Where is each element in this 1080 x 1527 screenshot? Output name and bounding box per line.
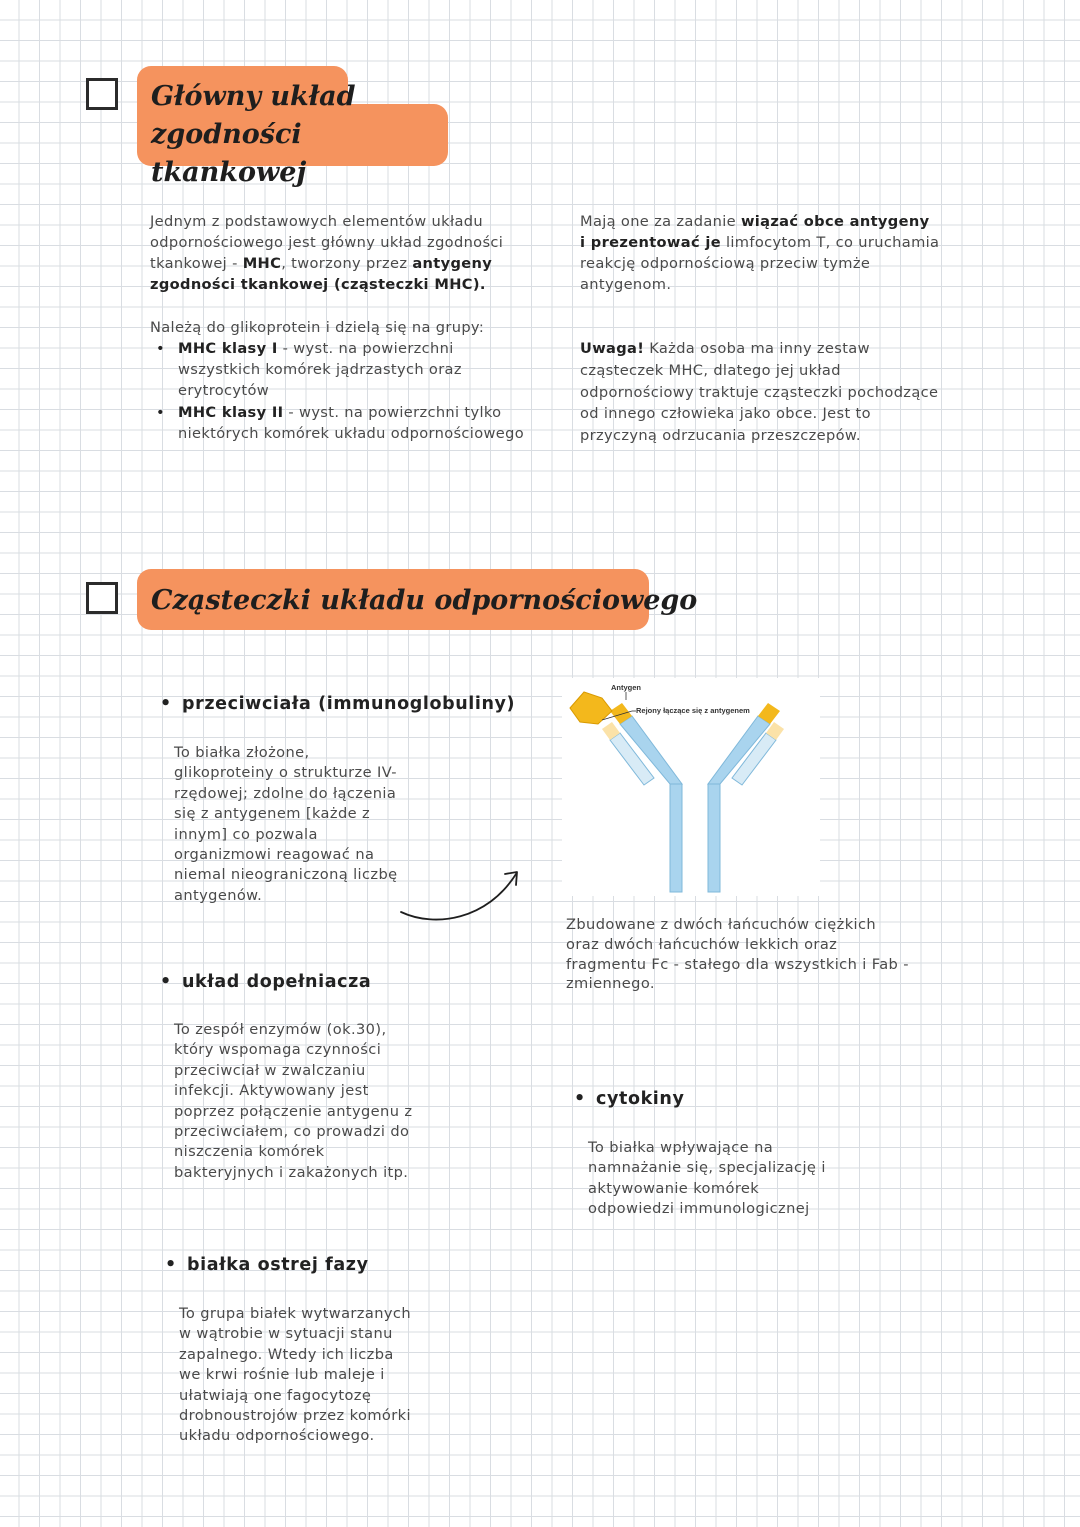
section1-left-column [150,211,530,444]
section1-title-line1: Główny układ [151,81,356,112]
mhc-classes-list [150,338,530,444]
acute-phase-description: To grupa białek wytwarzanych w wątrobie w sytuacji stanu zapalnego. Wtedy ich liczba we krwi rośnie lub maleje i ułatwiają one fagocytozę drobnoustrojów przez komórki układu odpornościowego. [179,1305,411,1445]
cytokines-description: To białka wpływające na namnażanie się, specjalizację i aktywowanie komórek odpowiedzi immunologicznej [588,1139,826,1218]
antigen-label: Antygen [611,683,641,692]
mhc-function-paragraph: Mają one za zadanie wiązać obce antygeny i prezentować je limfocytom T, co uruchamia reakcję odpornościową przeciw tymże antygenom. [580,213,940,293]
section1-right-column [580,211,940,447]
section2-title-tab [137,569,698,630]
acute-phase-heading: • białka ostrej fazy [165,1255,369,1275]
antibodies-heading: • przeciwciała (immunoglobuliny) [160,694,516,714]
mhc-intro-paragraph: Jednym z podstawowych elementów układu odpornościowego jest główny układ zgodności tkankowej - MHC, tworzony przez antygeny zgodności tkankowej (cząsteczki MHC). [150,213,504,293]
antibody-structure-caption: Zbudowane z dwóch łańcuchów ciężkich oraz dwóch łańcuchów lekkich oraz fragmentu Fc - stałego dla wszystkich i Fab - zmiennego. [566,916,909,993]
cytokines-heading: • cytokiny [574,1089,685,1109]
list-item: • MHC klasy I - wyst. na powierzchni wszystkich komórek jądrzastych oraz erytrocytów [150,338,530,401]
complement-heading: • układ dopełniacza [160,972,372,992]
list-item: • MHC klasy II - wyst. na powierzchni tylko niektórych komórek układu odpornościowego [150,402,530,444]
section1-title-line2: zgodności tkankowej [151,119,307,188]
antibody-figure [562,678,820,896]
section1-title [151,78,451,192]
section2-title: Cząsteczki układu odpornościowego [151,585,698,616]
complement-description: To zespół enzymów (ok.30), który wspomaga czynności przeciwciał w zwalczaniu infekcji. Aktywowany jest poprzez połączenie antygenu z przeciwciałem, co prowadzi do niszczenia komórek bakteryjnych i zakażonych itp. [174,1021,413,1181]
mhc-groups-intro: Należą do glikoprotein i dzielą się na grupy: [150,319,485,336]
pointer-arrow [395,860,530,930]
binding-regions-label: Rejony łączące się z antygenem [636,706,750,715]
antibodies-description: To białka złożone, glikoproteiny o strukturze IV-rzędowej; zdolne do łączenia się z antygenem [każde z innym] co pozwala organizmowi reagować na niemal nieograniczoną liczbę antygenów. [174,744,398,904]
section1-checkbox[interactable] [86,78,118,110]
section2-checkbox[interactable] [86,582,118,614]
mhc-warning-paragraph: Uwaga! Każda osoba ma inny zestaw cząsteczek MHC, dlatego jej układ odpornościowy traktuje cząsteczki pochodzące od innego człowieka jako obce. Jest to przyczyną odrzucania przeszczepów. [580,340,939,445]
